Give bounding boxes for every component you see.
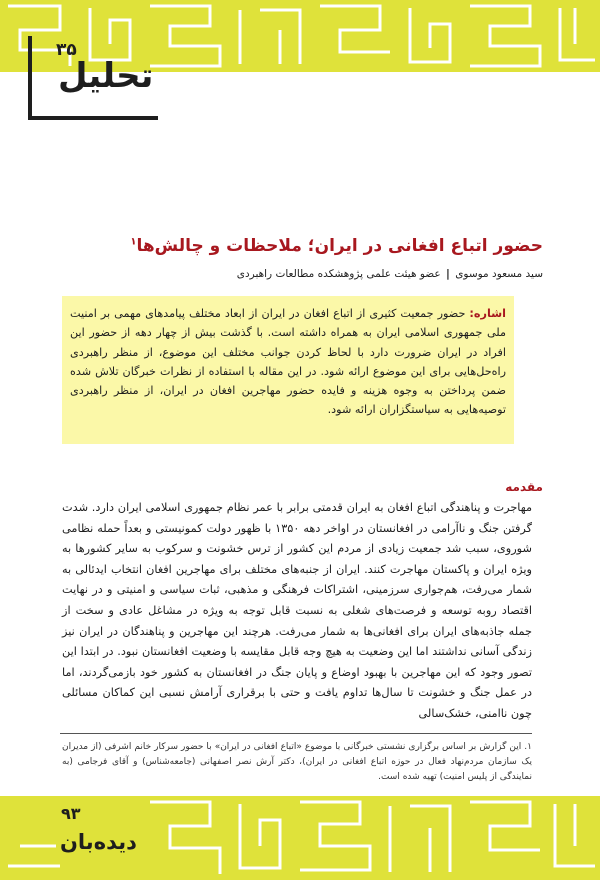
bracket-horizontal: [28, 116, 158, 120]
footnote: ۱. این گزارش بر اساس برگزاری نشستی خبرگانی با موضوع «اتباع افغانی در ایران» با حضور سرکار خانم اشرفی (از مدیران یک سازمان مردم‌نهاد فعال در حوزه اتباع افغانی در ایران)، دکتر آرش نصر اصفهانی (جامعه‌شناس) و آقای فرجامی (به نمایندگی از پلیس امنیت) تهیه شده است.: [62, 742, 532, 782]
author-name: سید مسعود موسوی: [455, 268, 543, 280]
footnote-divider: [60, 733, 532, 734]
magazine-logo: دیده‌بان: [56, 830, 141, 854]
byline: [237, 268, 543, 280]
abstract-text: حضور جمعیت کثیری از اتباع افغان در ایران از ابعاد مختلف پیامدهای مهمی بر امنیت ملی جمهوری اسلامی ایران به همراه داشته است. با گذشت بیش از چهار دهه از حضور این افراد در ایران ضرورت دارد با لحاظ کردن جوانب مختلف این موضوع، از منظر راهبردی راه‌حل‌هایی برای این موضوع ارائه شود. در این مقاله با استفاده از نظرات خبرگان تلاش شده ضمن پرداختن به وجوه هزینه و فایده حضور مهاجرین افغان در ایران، از منظر راهبردی توصیه‌هایی به سیاستگزاران ارائه شود.: [70, 307, 506, 417]
article-title-text: حضور اتباع افغانی در ایران؛ ملاحظات و چالش‌ها: [136, 236, 543, 256]
intro-paragraph-1: مهاجرت و پناهندگی اتباع افغان به ایران قدمتی برابر با عمر نظام جمهوری اسلامی ایران دارد. شدت گرفتن جنگ و ناآرامی در افغانستان در اواخر دهه ۱۳۵۰ با ظهور دولت کمونیستی و بعداً حمله نظامی شوروی، سبب شد جمعیت زیادی از مردم این کشور از ترس خشونت و سرکوب به سایر کشورها به ویژه ایران و پاکستان مهاجرت کنند. ایران از جنبه‌های مختلف برای مهاجرین افغان انتخاب ایدئالی به شمار می‌رفت، هم‌جواری سرزمینی، اشتراکات فرهنگی و مذهبی، ثبات سیاسی و امنیتی و در نهایت اقتصاد روبه توسعه و فرصت‌های شغلی به نسبت قابل توجه به ویژه در مشاغل عادی و سخت از جمله جاذبه‌های ایران برای افغانی‌ها به شمار می‌رفت.: [62, 501, 532, 638]
intro-heading: مقدمه: [505, 480, 543, 494]
issue-number: ۹۳: [58, 804, 84, 823]
intro-paragraph-2: هرچند این مهاجرین و پناهندگان در ایران نیز زندگی آسانی نداشتند اما این وضعیت به هیچ وجه قابل مقایسه با وضعیت افغانستان نبود. در ابتدا این تصور وجود که این مهاجرین با بهبود اوضاع و پایان جنگ در افغانستان به کشور خود بازمی‌گردند، اما در عمل جنگ و خشونت تا سال‌ها تداوم یافت و حتی با برقراری آرامش نسبی این کماکان مسائلی چون ناامنی، خشک‌سالی: [62, 624, 532, 720]
abstract-box: [62, 296, 514, 444]
abstract-label: اشاره:: [469, 307, 506, 320]
article-title: [40, 236, 543, 256]
author-role: عضو هیئت علمی پژوهشکده مطالعات راهبردی: [236, 268, 441, 280]
intro-body: [62, 498, 532, 725]
title-footnote-marker: ۱: [130, 236, 137, 248]
page-number: ۳۵: [56, 40, 77, 60]
section-title: تحلیل: [58, 56, 154, 96]
bracket-vertical: [28, 36, 32, 120]
byline-separator: |: [446, 268, 450, 280]
